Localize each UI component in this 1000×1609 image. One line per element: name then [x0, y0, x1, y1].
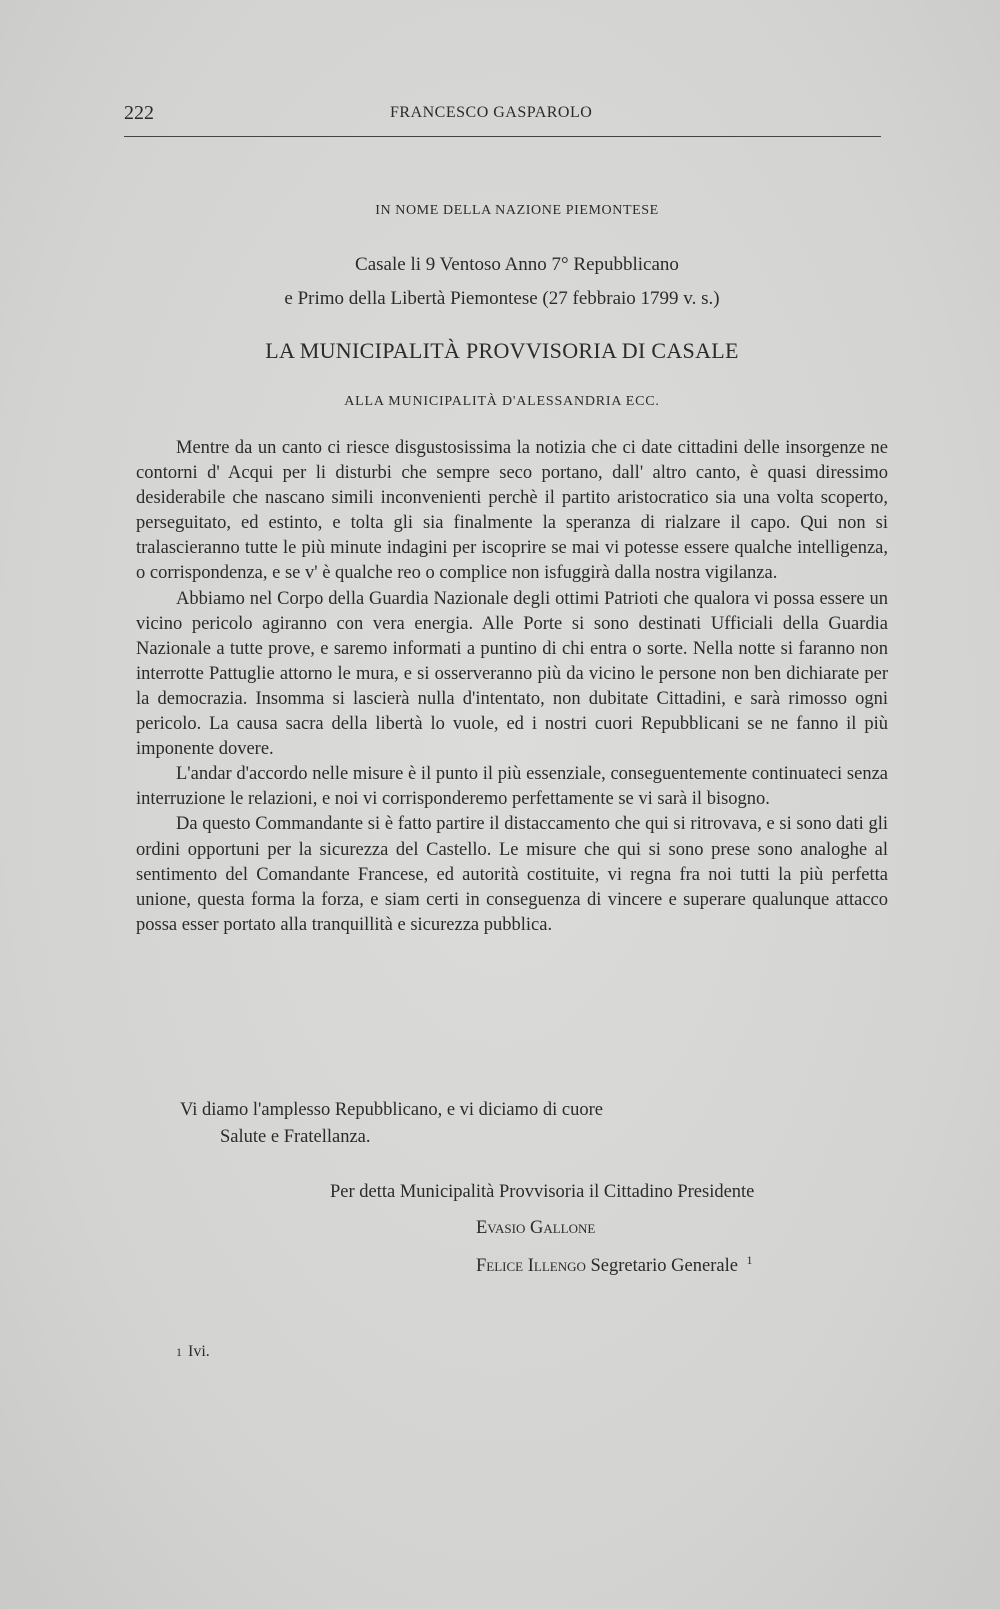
paragraph: Da questo Commandante si è fatto partire il distaccamento che qui si ritrovava, e si sono dati gli ordini opportuni per la sicurezza del Castello. Le misure che qui si sono prese sono analoghe al sentimento del Comandante Francese, ed autorità costituite, vi regna fra noi tutti la più perfetta unione, questa forma la forza, e siam certi in conseguenza di vincere e superare qualunque attacco possa esser portato alla tranquillità e sicurezza pubblica.: [136, 814, 888, 935]
paragraph: L'andar d'accordo nelle misure è il punto il più essenziale, conseguentemente continuateci senza interruzione le relazioni, e noi vi corrisponderemo perfettamente se vi sarà il bisogno.: [136, 764, 888, 810]
dateline-2: e Primo della Libertà Piemontese (27 febbraio 1799 v. s.): [284, 288, 720, 309]
signer-president: Evasio Gallone: [476, 1218, 596, 1238]
paragraph: Abbiamo nel Corpo della Guardia Nazionale degli ottimi Patrioti che qualora vi possa essere un vicino pericolo agiranno con vera energia. Alle Porte si sono destinati Ufficiali della Guardia Nazionale a tutte prove, e saremo informati a puntino di chi entra o sorte. Nella notte si faranno non interrotte Pattuglie attorno le mura, e si osserveranno più da vicino le persone non ben dichiarate per la democrazia. Insomma si lascierà nulla d'intentato, non dubitate Cittadini, e sarà rimosso ogni pericolo. La causa sacra della libertà lo vuole, ed i nostri cuori Repubblicani se ne fanno il più imponente dovere.: [136, 588, 888, 760]
document-title: LA MUNICIPALITÀ PROVVISORIA DI CASALE: [265, 338, 739, 363]
paragraph: Mentre da un canto ci riesce disgustosissima la notizia che ci date cittadini delle insorgenze ne contorni d' Acqui per li disturbi che sempre seco portano, dall' altro canto, è quasi diressimo desiderabile che nascano simili inconvenienti perchè il partito aristocratico sia una volta scoperto, perseguitato, ed estinto, e tolta gli sia finalmente la speranza di rialzare il capo. Qui non si tralascieranno tutte le più minute indagini per iscoprire se mai vi potesse essere qualche intelligenza, o corrispondenza, e se v' è qualche reo o complice non isfuggirà dalla nostra vigilanza.: [136, 438, 888, 584]
nation-heading: IN NOME DELLA NAZIONE PIEMONTESE: [375, 203, 659, 218]
footnote-text: Ivi.: [188, 1343, 210, 1360]
footnote-reference: 1: [746, 1253, 753, 1267]
signer-secretary-name: Felice Illengo: [476, 1256, 586, 1277]
signer-secretary: [476, 1253, 753, 1277]
header-rule: [124, 136, 881, 137]
closing-salutation: Salute e Fratellanza.: [220, 1127, 371, 1147]
footnote: [176, 1343, 210, 1361]
letter-body: [136, 436, 888, 938]
footnote-number: 1: [176, 1345, 182, 1359]
dateline-1: Casale li 9 Ventoso Anno 7° Repubblicano: [355, 254, 679, 275]
addressee: ALLA MUNICIPALITÀ D'ALESSANDRIA ECC.: [344, 394, 660, 409]
signature-line: Per detta Municipalità Provvisoria il Cittadino Presidente: [330, 1182, 755, 1202]
signer-secretary-role: Segretario Generale: [590, 1256, 738, 1277]
page-header: [124, 102, 880, 132]
page-number: 222: [124, 102, 154, 124]
running-head: FRANCESCO GASPAROLO: [390, 104, 593, 121]
closing-greeting: Vi diamo l'amplesso Repubblicano, e vi diciamo di cuore: [180, 1100, 603, 1120]
